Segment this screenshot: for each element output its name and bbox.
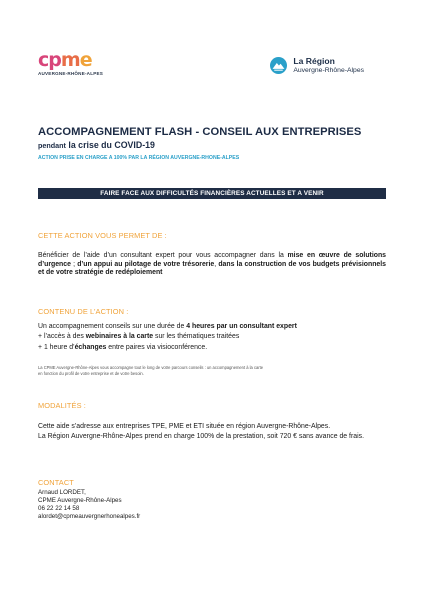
region-logo [270, 56, 364, 75]
page-title: ACCOMPAGNEMENT FLASH - CONSEIL AUX ENTREPRISES [38, 126, 362, 138]
contact-org: CPME Auvergne-Rhône-Alpes [38, 497, 122, 504]
content-line-1 [38, 323, 386, 332]
content-line-3-text-a: + 1 heure d’ [38, 344, 75, 351]
header-logos [38, 50, 386, 84]
benefits-bold-3: dans la construction de vos budgets prévisionnels et de votre stratégie de redéploiement [38, 260, 386, 277]
modalities-paragraph-1: Cette aide s’adresse aux entreprises TPE, PME et ETI située en région Auvergne-Rhône-Alpes. [38, 423, 331, 430]
contact-name: Arnaud LORDET, [38, 489, 86, 496]
benefits-bold-1: mise en œuvre de solutions d’urgence [38, 252, 386, 268]
contact-email-link[interactable]: alordet@cpmeauvergnerhonealpes.fr [38, 513, 141, 520]
content-note-line-1: La CPME Auvergne-Rhône-Alpes vous accompagne tout le long de votre parcours conseils : un accompagnement à la carte [38, 365, 264, 370]
contact-phone[interactable]: 06 22 22 14 58 [38, 505, 80, 512]
section-heading-benefits: CETTE ACTION VOUS PERMET DE : [38, 231, 167, 240]
section-heading-contact: CONTACT [38, 478, 74, 487]
section-banner: FAIRE FACE AUX DIFFICULTÉS FINANCIÈRES ACTUELLES ET A VENIR [38, 188, 386, 199]
benefits-text-2: ; [70, 260, 78, 268]
section-heading-content: CONTENU DE L’ACTION : [38, 307, 129, 316]
page-subtitle [38, 140, 155, 150]
content-line-1-bold: 4 heures par un consultant expert [186, 323, 297, 330]
benefits-paragraph [38, 252, 386, 278]
cpme-wordmark: cpme [38, 49, 92, 71]
tagline: ACTION PRISE EN CHARGE A 100% PAR LA RÉGION AUVERGNE-RHONE-ALPES [38, 155, 240, 161]
benefits-text-1: Bénéficier de l’aide d’un consultant expert pour vous accompagner dans la [38, 252, 288, 259]
modalities-paragraph-2: La Région Auvergne-Rhône-Alpes prend en charge 100% de la prestation, soit 720 € sans avance de frais. [38, 433, 364, 440]
content-line-3 [38, 344, 386, 353]
subtitle-main: la crise du COVID-19 [68, 140, 155, 150]
cpme-logo-subtitle: AUVERGNE-RHÔNE-ALPES [38, 71, 103, 76]
content-line-1-text: Un accompagnement conseils sur une durée de [38, 323, 187, 330]
content-line-2-text-b: sur les thématiques traitées [153, 333, 240, 340]
content-note-line-2: en fonction du profil de votre entreprise et de votre besoin. [38, 371, 144, 376]
content-line-2 [38, 333, 386, 342]
content-line-3-bold: échanges [74, 344, 107, 351]
benefits-text-3: , [214, 260, 219, 268]
region-logo-title: La Région [293, 56, 335, 66]
benefits-bold-2: d’un appui au pilotage de votre trésorerie [77, 260, 215, 268]
region-mountain-icon [270, 57, 287, 74]
region-logo-subtitle: Auvergne-Rhône-Alpes [293, 67, 364, 74]
content-line-2-text-a: + l’accès à des [38, 333, 86, 340]
content-line-3-text-b: entre paires via visioconférence. [106, 344, 208, 351]
section-heading-modalities: MODALITÉS : [38, 401, 86, 410]
subtitle-prefix: pendant [38, 141, 66, 150]
contact-block [38, 489, 140, 521]
content-line-2-bold: webinaires à la carte [85, 333, 154, 340]
cpme-logo [38, 50, 103, 76]
